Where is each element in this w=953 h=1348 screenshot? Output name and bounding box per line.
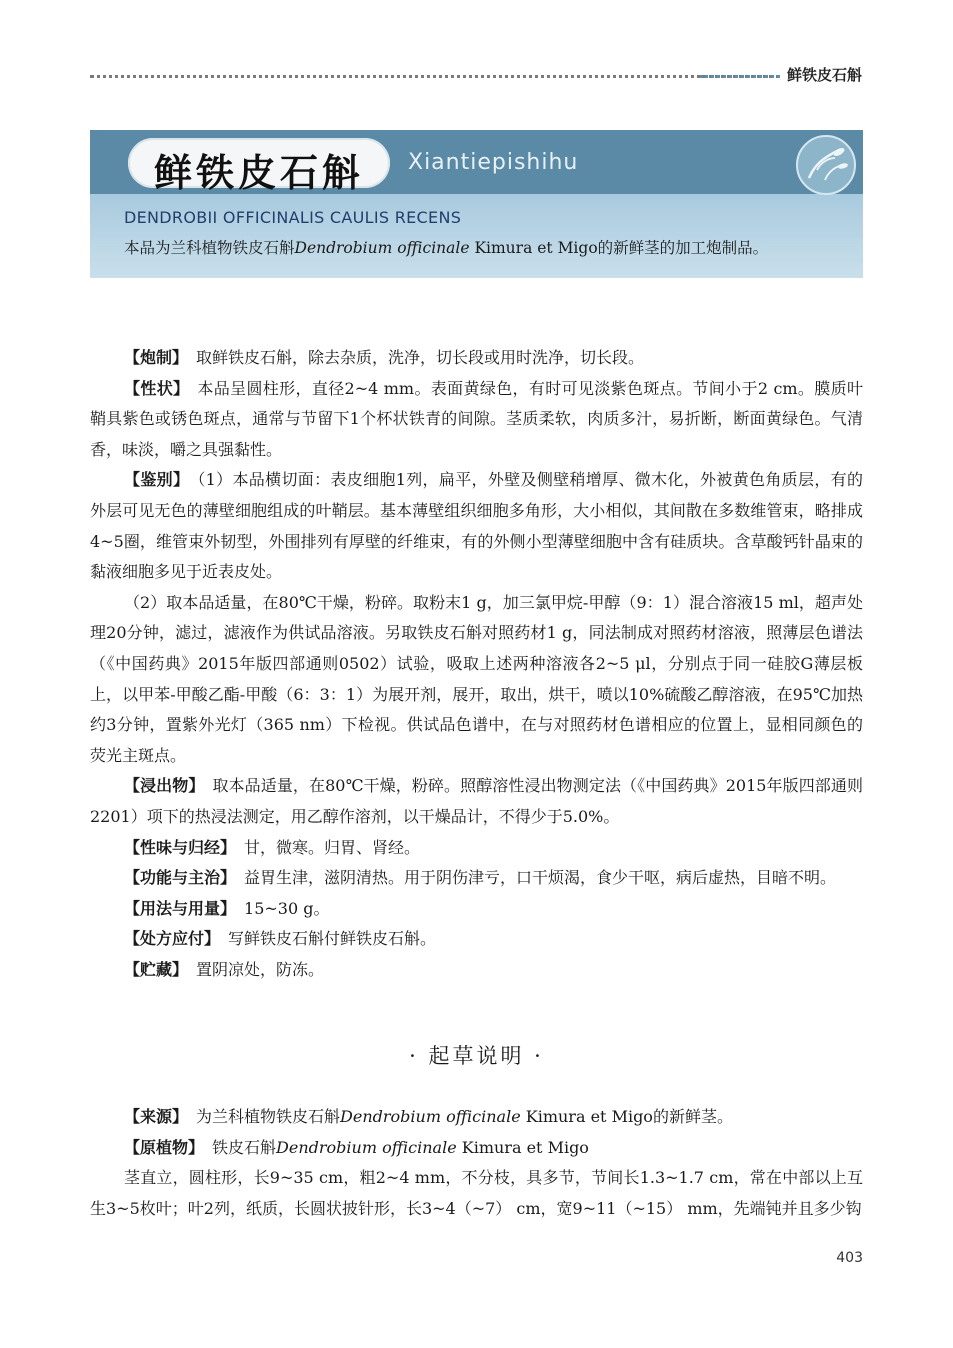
desc-species: Dendrobium officinale: [294, 239, 470, 257]
yuanzhiwu-species: Dendrobium officinale: [276, 1137, 457, 1157]
section-text-gongneng: 益胃生津，滋阴清热。用于阴伤津亏，口干烦渴，食少干呕，病后虚热，目暗不明。: [244, 868, 837, 888]
section-text-yongfa: 15~30 g。: [244, 898, 330, 918]
section-xingzhuang: [90, 374, 863, 466]
running-head-dotted-rule-accent: [700, 75, 780, 78]
section-jinchuwu: [90, 771, 863, 832]
desc-prefix: 本品为兰科植物铁皮石斛: [124, 239, 295, 257]
section-xingwei: [90, 833, 863, 864]
section-text-xingwei: 甘，微寒。归胃、肾经。: [244, 837, 421, 857]
section-gongneng: [90, 863, 863, 894]
section-text-xingzhuang: 本品呈圆柱形，直径2~4 mm。表面黄绿色，有时可见淡紫色斑点。节间小于2 cm。膜质叶鞘具紫色或锈色斑点，通常与节留下1个杯状铁青的间隙。茎质柔软，肉质多汁，易折断，断面黄绿色。气清香，味淡，嚼之具强黏性。: [90, 378, 863, 459]
drafting-notes-heading: · 起草说明 ·: [409, 1044, 544, 1068]
laiyuan-species: Dendrobium officinale: [340, 1107, 521, 1126]
section-heading-zhucang: 【贮藏】: [124, 959, 189, 979]
plant-description: 茎直立，圆柱形，长9~35 cm，粗2~4 mm，不分枝，具多节，节间长1.3~1.7 cm，常在中部以上互生3~5枚叶；叶2列，纸质，长圆状披针形，长3~4（~7） cm，宽9~11（~15） mm，先端钝并且多少钩: [90, 1168, 863, 1218]
section-chufang: [90, 924, 863, 955]
page-number: 403: [836, 1250, 863, 1266]
section-text-jianbie-1: （1）本品横切面：表皮细胞1列，扁平，外壁及侧壁稍增厚、微木化，外被黄色角质层，有的外层可见无色的薄壁细胞组成的叶鞘层。基本薄壁组织细胞多角形，大小相似，其间散在多数维管束，略排成4~5圈，维管束外韧型，外围排列有厚壁的纤维束，有的外侧小型薄壁细胞中含有硅质块。含草酸钙针晶束的黏液细胞多见于近表皮处。: [90, 470, 863, 582]
section-text-jinchuwu: 取本品适量，在80℃干燥，粉碎。照醇溶性浸出物测定法（《中国药典》2015年版四部通则2201）项下的热浸法测定，用乙醇作溶剂，以干燥品计，不得少于5.0%。: [90, 776, 863, 826]
section-text-chufang: 写鲜铁皮石斛付鲜铁皮石斛。: [228, 929, 437, 949]
monograph-latin-name: DENDROBII OFFICINALIS CAULIS RECENS: [124, 208, 462, 227]
section-yuanzhiwu: [90, 1133, 863, 1164]
running-head-label: 鲜铁皮石斛: [786, 66, 862, 84]
section-heading-yuanzhiwu: 【原植物】: [124, 1137, 205, 1157]
section-laiyuan: [90, 1102, 863, 1133]
section-heading-xingzhuang: 【性状】: [124, 378, 190, 398]
section-text-jianbie-2: （2）取本品适量，在80℃干燥，粉碎。取粉末1 g，加三氯甲烷-甲醇（9：1）混合溶液15 ml，超声处理20分钟，滤过，滤液作为供试品溶液。另取铁皮石斛对照药材1 g，同法制成对照药材溶液，照薄层色谱法（《中国药典》2015年版四部通则0502）试验，吸取上述两种溶液各2~5 μl，分别点于同一硅胶G薄层板上，以甲苯-甲酸乙酯-甲酸（6：3：1）为展开剂，展开，取出，烘干，喷以10%硫酸乙醇溶液，在95℃加热约3分钟，置紫外光灯（365 nm）下检视。供试品色谱中，在与对照药材色谱相应的位置上，显相同颜色的荧光主斑点。: [90, 592, 863, 765]
section-text-paozhi: 取鲜铁皮石斛，除去杂质，洗净，切长段或用时洗净，切长段。: [196, 348, 645, 367]
section-heading-xingwei: 【性味与归经】: [124, 837, 237, 857]
laiyuan-prefix: 为兰科植物铁皮石斛: [196, 1107, 341, 1126]
yuanzhiwu-prefix: 铁皮石斛: [212, 1137, 277, 1157]
section-text-zhucang: 置阴凉处，防冻。: [196, 959, 325, 979]
section-paozhi: [90, 343, 863, 374]
running-head-dotted-rule: [90, 75, 780, 78]
monograph-description: [124, 236, 768, 258]
section-heading-gongneng: 【功能与主治】: [124, 868, 237, 888]
decorative-plant-emblem-icon: [795, 134, 857, 196]
laiyuan-suffix: Kimura et Migo的新鲜茎。: [520, 1107, 733, 1126]
monograph-banner: [90, 130, 863, 278]
section-heading-jinchuwu: 【浸出物】: [124, 776, 205, 796]
monograph-pinyin: Xiantiepishihu: [408, 150, 579, 175]
section-heading-paozhi: 【炮制】: [124, 348, 189, 367]
desc-suffix: Kimura et Migo的新鲜茎的加工炮制品。: [469, 239, 769, 257]
section-yongfa: [90, 894, 863, 925]
section-zhucang: [90, 955, 863, 986]
monograph-body: [90, 343, 863, 985]
section-heading-yongfa: 【用法与用量】: [124, 898, 237, 918]
section-jianbie-2: [90, 588, 863, 772]
section-jianbie: [90, 465, 863, 587]
drafting-notes-body: [90, 1102, 863, 1224]
monograph-title: 鲜铁皮石斛: [153, 151, 364, 195]
title-pill: [128, 138, 390, 195]
section-heading-jianbie: 【鉴别】: [124, 470, 190, 490]
yuanzhiwu-suffix: Kimura et Migo: [456, 1137, 589, 1157]
section-heading-chufang: 【处方应付】: [124, 929, 221, 949]
running-head: [90, 62, 862, 90]
section-heading-laiyuan: 【来源】: [124, 1107, 189, 1126]
